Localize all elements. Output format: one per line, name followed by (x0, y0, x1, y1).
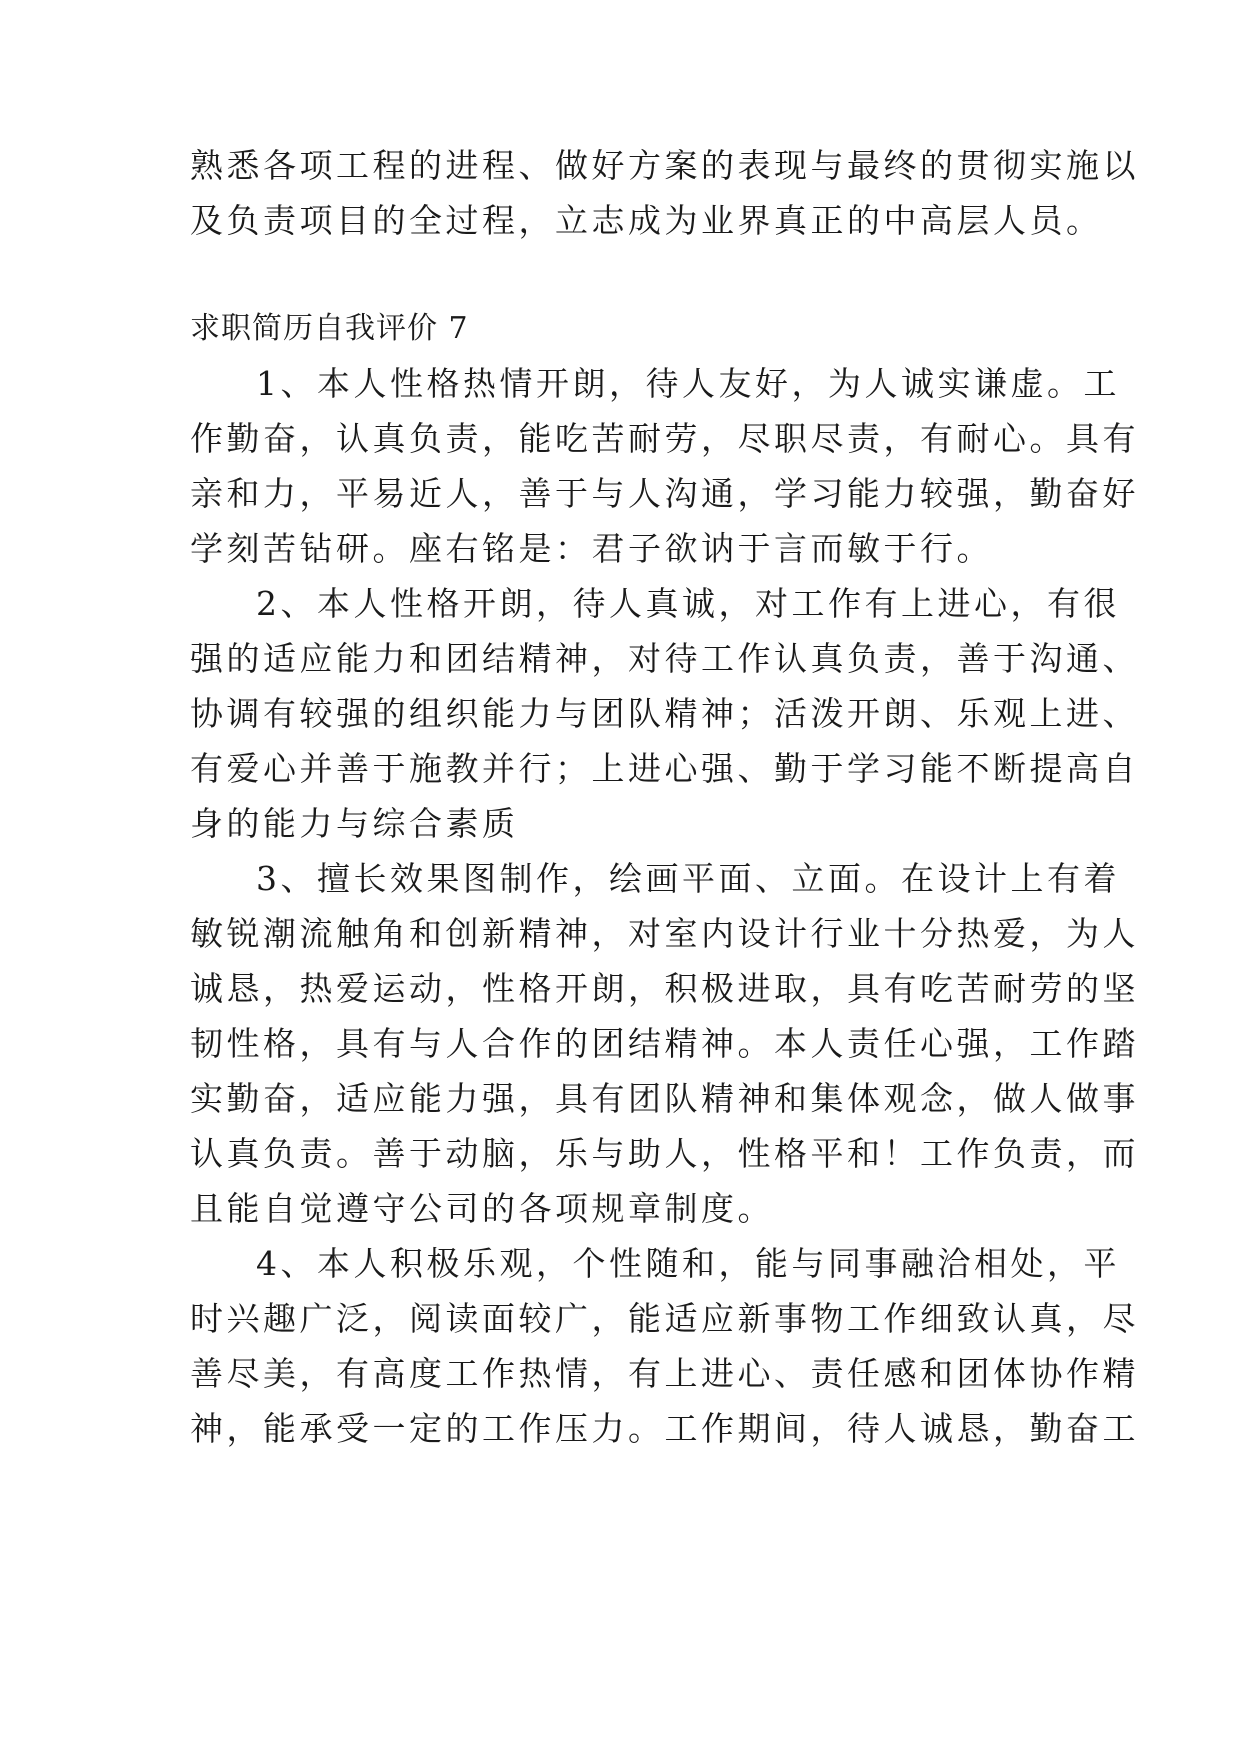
intro-line-1: 熟悉各项工程的进程、做好方案的表现与最终的贯彻实施以 (190, 146, 1139, 185)
item-2-line-2: 强的适应能力和团结精神，对待工作认真负责，善于沟通、 (190, 639, 1139, 678)
item-2-line-3: 协调有较强的组织能力与团队精神；活泼开朗、乐观上进、 (190, 694, 1139, 733)
item-3-line-6: 认真负责。善于动脑，乐与助人，性格平和！工作负责，而 (190, 1134, 1139, 1173)
item-2-line-4: 有爱心并善于施教并行；上进心强、勤于学习能不断提高自 (190, 749, 1139, 788)
section-heading: 求职简历自我评价 7 (190, 311, 469, 346)
item-3-line-5: 实勤奋，适应能力强，具有团队精神和集体观念，做人做事 (190, 1079, 1139, 1118)
item-3-line-7: 且能自觉遵守公司的各项规章制度。 (190, 1189, 774, 1228)
item-4-line-1: 4、本人积极乐观，个性随和，能与同事融洽相处，平 (256, 1244, 1120, 1283)
item-4-line-3: 善尽美，有高度工作热情，有上进心、责任感和团体协作精 (190, 1354, 1139, 1393)
item-1-line-1: 1、本人性格热情开朗，待人友好，为人诚实谦虚。工 (256, 364, 1120, 403)
item-3-line-3: 诚恳，热爱运动，性格开朗，积极进取，具有吃苦耐劳的坚 (190, 969, 1139, 1008)
item-3-line-2: 敏锐潮流触角和创新精神，对室内设计行业十分热爱，为人 (190, 914, 1139, 953)
item-4-line-2: 时兴趣广泛，阅读面较广，能适应新事物工作细致认真，尽 (190, 1299, 1139, 1338)
intro-line-2: 及负责项目的全过程，立志成为业界真正的中高层人员。 (190, 201, 1103, 240)
item-4-line-4: 神，能承受一定的工作压力。工作期间，待人诚恳，勤奋工 (190, 1409, 1139, 1448)
item-1-line-4: 学刻苦钻研。座右铭是：君子欲讷于言而敏于行。 (190, 529, 993, 568)
item-2-line-1: 2、本人性格开朗，待人真诚，对工作有上进心，有很 (256, 584, 1120, 623)
item-3-line-1: 3、擅长效果图制作，绘画平面、立面。在设计上有着 (256, 859, 1120, 898)
item-1-line-3: 亲和力，平易近人，善于与人沟通，学习能力较强，勤奋好 (190, 474, 1139, 513)
item-2-line-5: 身的能力与综合素质 (190, 804, 519, 843)
item-3-line-4: 韧性格，具有与人合作的团结精神。本人责任心强，工作踏 (190, 1024, 1139, 1063)
item-1-line-2: 作勤奋，认真负责，能吃苦耐劳，尽职尽责，有耐心。具有 (190, 419, 1139, 458)
